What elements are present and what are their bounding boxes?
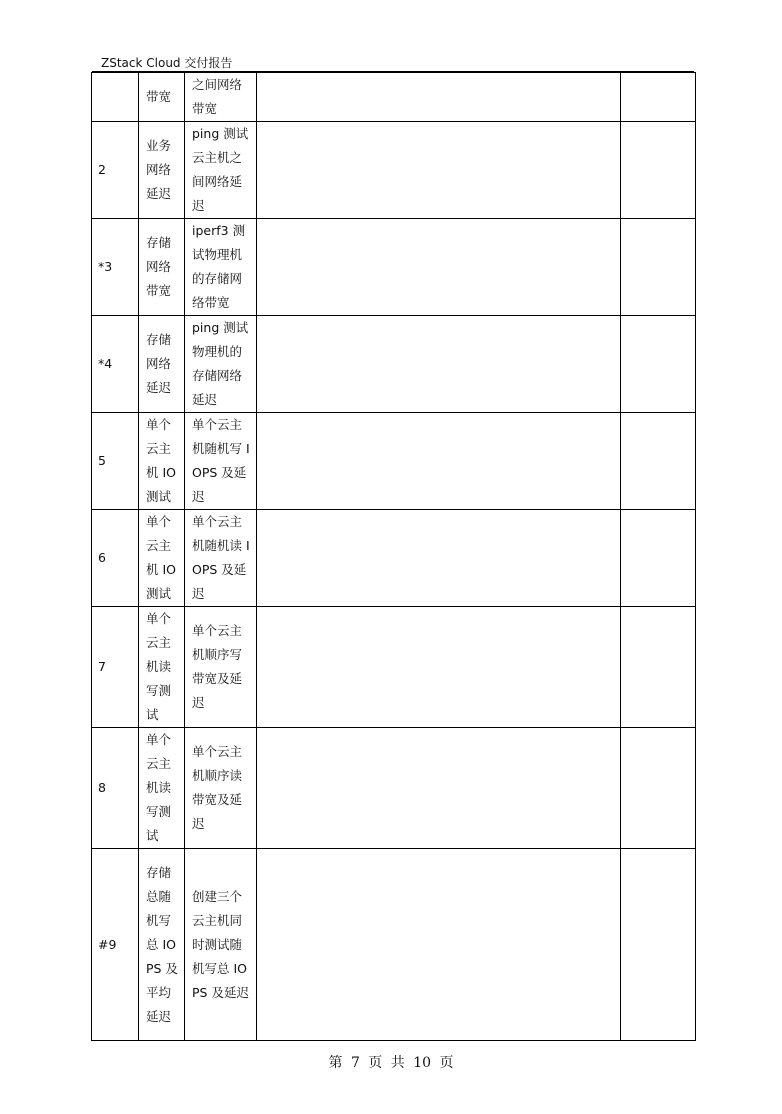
table-row <box>92 510 696 607</box>
test-result <box>257 73 621 122</box>
row-number: 5 <box>92 413 139 510</box>
test-description: 单个云主机随机写 IOPS 及延迟 <box>185 413 257 510</box>
test-description: iperf3 测试物理机的存储网络带宽 <box>185 219 257 316</box>
test-description: 创建三个云主机同时测试随机写总 IOPS 及延迟 <box>185 849 257 1041</box>
table-row <box>92 73 696 122</box>
table-row <box>92 219 696 316</box>
test-remark <box>621 413 696 510</box>
row-number: #9 <box>92 849 139 1041</box>
test-item: 单个云主机 IO 测试 <box>139 510 185 607</box>
test-description: ping 测试物理机的存储网络延迟 <box>185 316 257 413</box>
test-result <box>257 728 621 849</box>
test-item: 存储总随机写总 IOPS 及平均延迟 <box>139 849 185 1041</box>
test-item: 单个云主机读写测试 <box>139 607 185 728</box>
row-number <box>92 73 139 122</box>
test-description: ping 测试云主机之间网络延迟 <box>185 122 257 219</box>
test-remark <box>621 219 696 316</box>
test-item: 带宽 <box>139 73 185 122</box>
test-item: 单个云主机 IO 测试 <box>139 413 185 510</box>
test-result <box>257 849 621 1041</box>
table-row <box>92 316 696 413</box>
test-remark <box>621 122 696 219</box>
table-row <box>92 849 696 1041</box>
row-number: *3 <box>92 219 139 316</box>
test-item: 存储网络延迟 <box>139 316 185 413</box>
row-number: *4 <box>92 316 139 413</box>
table-row <box>92 122 696 219</box>
test-remark <box>621 73 696 122</box>
test-description: 单个云主机随机读 IOPS 及延迟 <box>185 510 257 607</box>
test-result <box>257 219 621 316</box>
test-description: 之间网络带宽 <box>185 73 257 122</box>
test-result <box>257 413 621 510</box>
test-remark <box>621 607 696 728</box>
page-footer: 第 7 页 共 10 页 <box>328 1055 454 1071</box>
page-header: ZStack Cloud 交付报告 <box>101 56 233 70</box>
test-result <box>257 510 621 607</box>
test-remark <box>621 510 696 607</box>
test-item: 单个云主机读写测试 <box>139 728 185 849</box>
row-number: 8 <box>92 728 139 849</box>
test-table <box>91 72 696 1041</box>
row-number: 7 <box>92 607 139 728</box>
table-row <box>92 728 696 849</box>
test-remark <box>621 849 696 1041</box>
test-description: 单个云主机顺序写带宽及延迟 <box>185 607 257 728</box>
test-item: 存储网络带宽 <box>139 219 185 316</box>
test-result <box>257 316 621 413</box>
test-result <box>257 122 621 219</box>
table-row <box>92 413 696 510</box>
test-remark <box>621 316 696 413</box>
test-description: 单个云主机顺序读带宽及延迟 <box>185 728 257 849</box>
row-number: 2 <box>92 122 139 219</box>
test-item: 业务网络延迟 <box>139 122 185 219</box>
row-number: 6 <box>92 510 139 607</box>
test-remark <box>621 728 696 849</box>
table-row <box>92 607 696 728</box>
test-result <box>257 607 621 728</box>
